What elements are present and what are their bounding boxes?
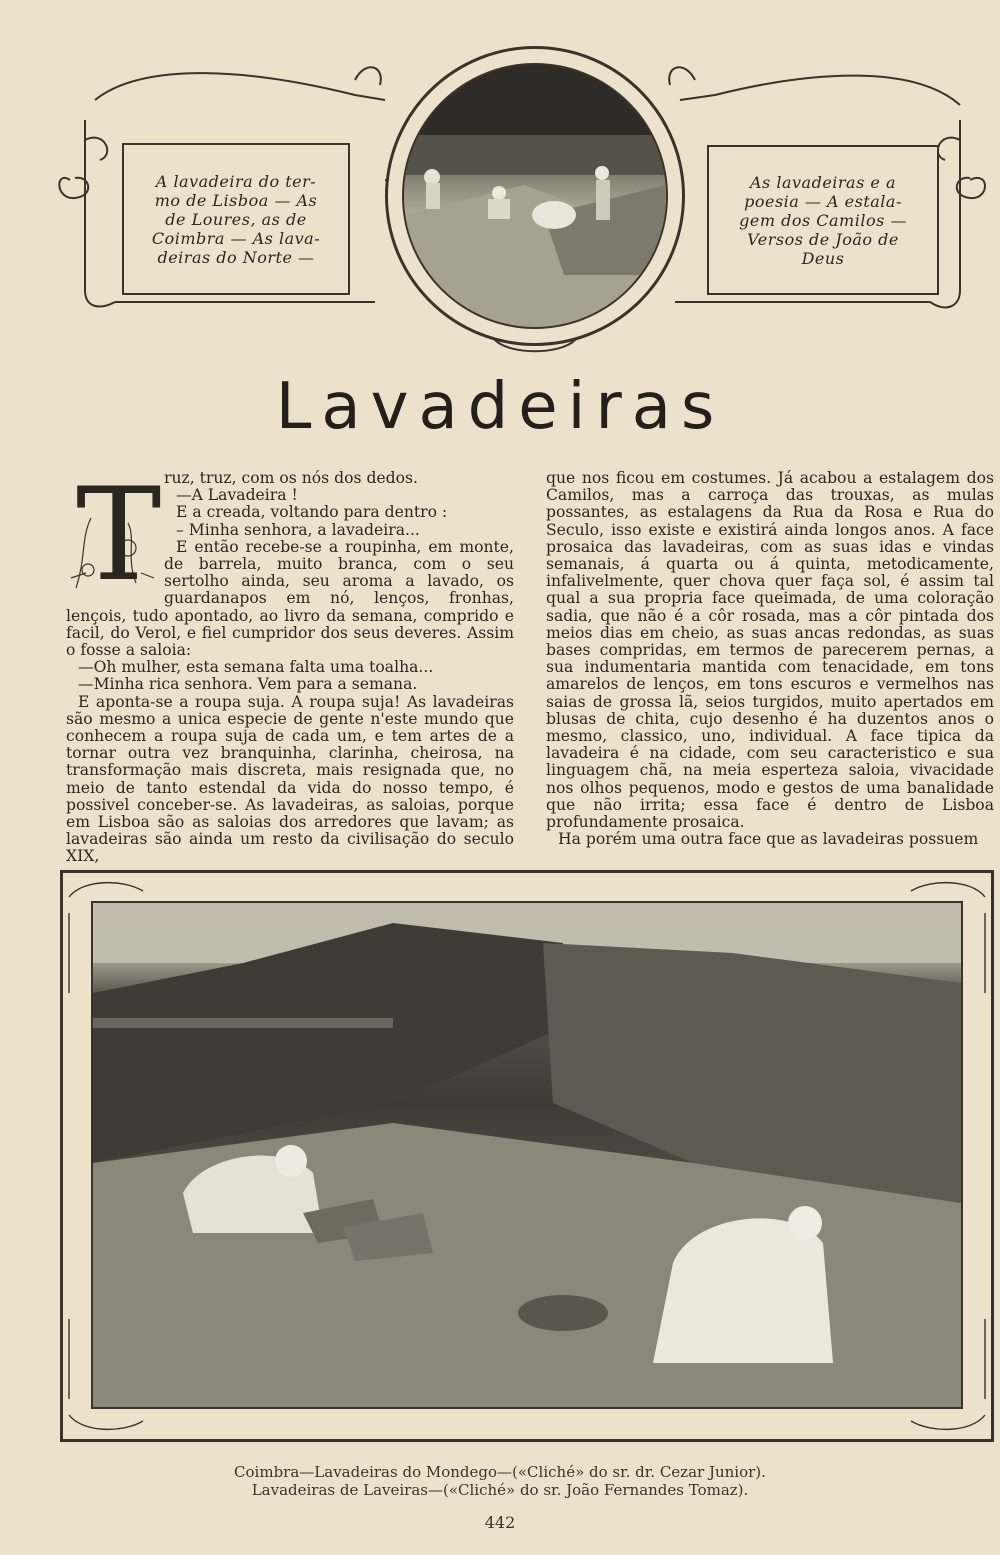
summary-left-line: A lavadeira do ter- xyxy=(155,171,317,191)
paragraph: —A Lavadeira ! xyxy=(176,486,298,505)
main-photo-frame xyxy=(60,870,994,1442)
dropcap-letter: T xyxy=(76,461,162,610)
summary-left-line: deiras do Norte — xyxy=(157,247,315,267)
summary-right-line: As lavadeiras e a xyxy=(749,172,896,192)
summary-right-line: Deus xyxy=(801,248,845,268)
medallion-photo-frame xyxy=(385,46,685,346)
caption-line: Coimbra—Lavadeiras do Mondego—(«Cliché» do sr. dr. Cezar Junior). xyxy=(234,1463,766,1481)
summary-left-line: Coimbra — As lava- xyxy=(151,228,321,248)
article-column-left xyxy=(66,461,514,866)
summary-right-line: Versos de João de xyxy=(747,229,899,249)
summary-box-right xyxy=(707,145,939,295)
summary-right-line: gem dos Camilos — xyxy=(739,210,907,230)
header-ornament xyxy=(55,40,990,370)
paragraph: – Minha senhora, a lavadeira... xyxy=(176,520,420,539)
summary-right-line: poesia — A estala- xyxy=(744,191,902,211)
dropcap-ornament xyxy=(66,461,162,610)
paragraph: ruz, truz, com os nós dos dedos. xyxy=(164,469,418,487)
summary-box-left xyxy=(122,143,350,295)
article-column-right xyxy=(546,470,994,848)
summary-left-line: mo de Lisboa — As xyxy=(154,190,318,210)
paragraph: —Minha rica senhora. Vem para a semana. xyxy=(78,675,418,694)
washerwomen-rocks-photo xyxy=(91,901,963,1409)
paragraph: que nos ficou em costumes. Já acabou a estalagem dos Camilos, mas a carroça das trouxas, as mulas possantes, as estalagens da Rua da Rosa e Rua do Seculo, isso existe e existirá ainda longos anos. A face prosaica das lavadeiras, com as suas idas e vindas semanais, á quarta ou á quinta, metodicamente, infalivelmente, quer chova quer faça sol, é assim tal qual a sua propria face queimada, de uma coloração sadia, que não é a côr rosada, mas a côr pintada dos meios dias em cheio, as suas ancas redondas, as suas bases compridas, em termos de parecerem pernas, a sua indumentaria mantida com tenacidade, em tons amarelos de lenços, em tons escuros e vermelhos nas saias de grossa lã, seios turgidos, muito apertados em blusas de chita, cujo desenho é ha duzentos anos o mesmo, classico, uno, individual. A face tipica da lavadeira é na cidade, com seu caracteristico e sua linguagem chã, na meia esperteza saloia, vivacidade nos olhos pequenos, modo e gestos de uma banalidade que não irrita; essa face é dentro de Lisboa profundamente prosaica. xyxy=(546,469,994,832)
paragraph: —Oh mulher, esta semana falta uma toalha... xyxy=(78,658,434,677)
page-number: 442 xyxy=(484,1513,516,1532)
paragraph: Ha porém uma outra face que as lavadeiras possuem xyxy=(558,830,979,849)
paragraph: E aponta-se a roupa suja. A roupa suja! As lavadeiras são mesmo a unica especie de gente n'este mundo que conhecem a roupa suja de cada um, e tem artes de a tornar outra vez branquinha, clarinha, cheirosa, na transformação mais discreta, mais resignada que, no meio de tanto estendal da vida do nosso tempo, é possivel conceber-se. As lavadeiras, as saloias, porque em Lisboa são as saloias dos arredores que lavam; as lavadeiras são ainda um resto da civilisação do seculo XIX, xyxy=(66,692,514,866)
washerwomen-river-photo xyxy=(402,63,668,329)
paragraph: E então recebe-se a roupinha, em monte, de barrela, muito branca, com o seu sertolho ainda, seu aroma a lavado, os guardanapos em nó, lenços, fronhas, lençois, tudo apontado, ao livro da semana, comprido e facil, do Verol, e fiel cumpridor dos seus deveres. Assim o fosse a saloia: xyxy=(66,537,514,660)
summary-left-line: de Loures, as de xyxy=(165,209,307,229)
photo-caption xyxy=(0,1463,1000,1499)
paragraph: E a creada, voltando para dentro : xyxy=(176,503,448,522)
caption-line: Lavadeiras de Laveiras—(«Cliché» do sr. João Fernandes Tomaz). xyxy=(251,1481,749,1499)
article-title: Lavadeiras xyxy=(275,370,725,444)
